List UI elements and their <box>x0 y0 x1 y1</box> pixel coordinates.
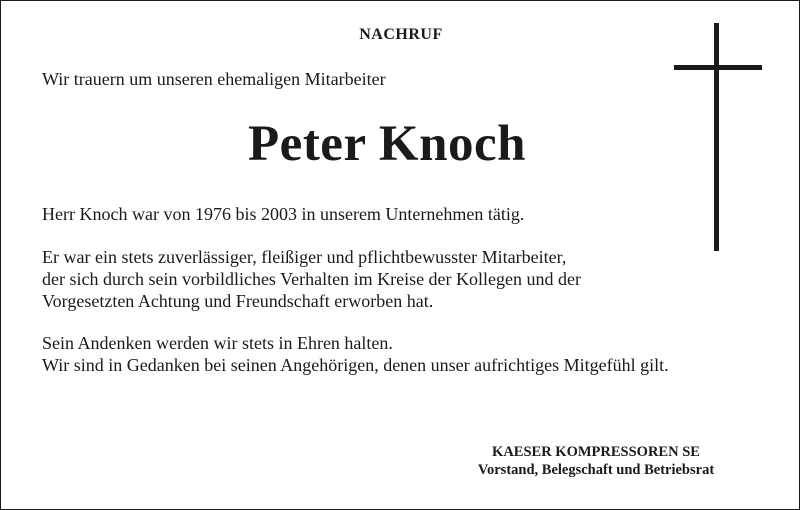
tribute-paragraph <box>42 246 581 312</box>
employment-paragraph <box>42 203 524 225</box>
notice-heading: NACHRUF <box>359 26 443 43</box>
cross-vertical-bar <box>714 23 719 251</box>
cross-icon <box>674 23 762 251</box>
signature-group: Vorstand, Belegschaft und Betriebsrat <box>477 462 715 478</box>
paragraph-line: Er war ein stets zuverlässiger, fleißiger und pflichtbewusster Mitarbeiter, <box>42 247 567 267</box>
paragraph-line: Herr Knoch war von 1976 bis 2003 in unserem Unternehmen tätig. <box>42 204 525 224</box>
paragraph-line: Wir sind in Gedanken bei seinen Angehörigen, denen unser aufrichtiges Mitgefühl gilt. <box>42 355 669 375</box>
signature-company: KAESER KOMPRESSOREN SE <box>492 444 700 460</box>
intro-line: Wir trauern um unseren ehemaligen Mitarbeiter <box>42 69 386 89</box>
deceased-name: Peter Knoch <box>248 116 526 172</box>
remembrance-paragraph <box>42 332 669 376</box>
paragraph-line: der sich durch sein vorbildliches Verhalten im Kreise der Kollegen und der <box>42 269 582 289</box>
cross-horizontal-bar <box>674 65 762 70</box>
paragraph-line: Vorgesetzten Achtung und Freundschaft erworben hat. <box>42 291 434 311</box>
paragraph-line: Sein Andenken werden wir stets in Ehren halten. <box>42 333 393 353</box>
